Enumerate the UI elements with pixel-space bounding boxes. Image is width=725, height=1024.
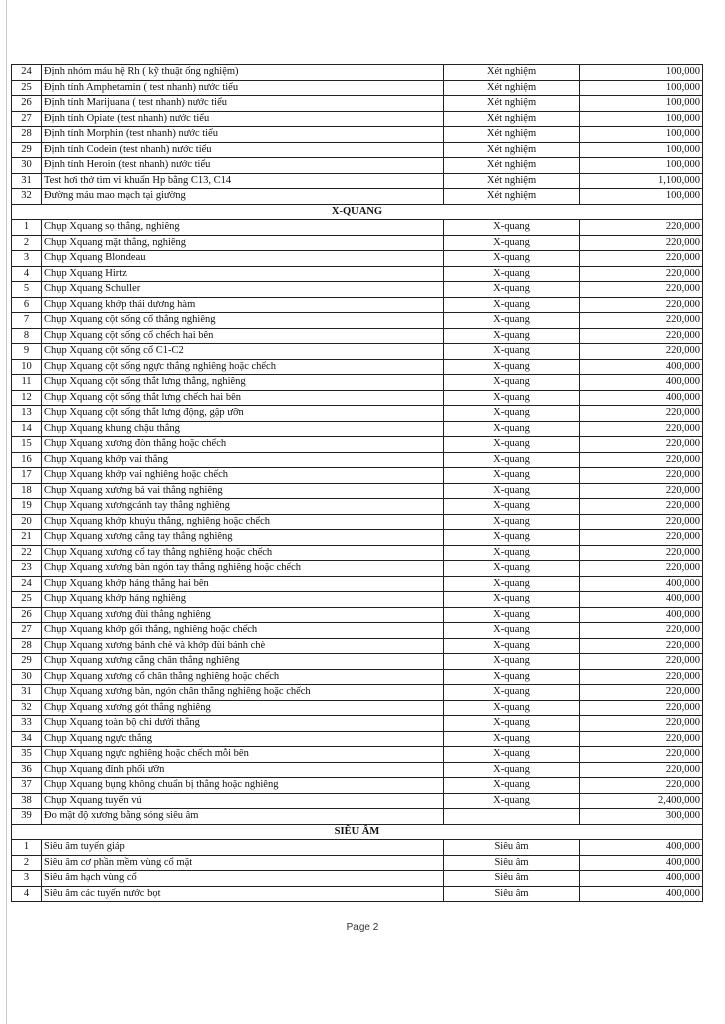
row-number: 30 <box>12 669 42 685</box>
service-name: Chụp Xquang cột sống thắt lưng động, gập ưỡn <box>42 406 444 422</box>
table-row <box>12 607 703 623</box>
service-type: X-quang <box>444 700 580 716</box>
service-price: 220,000 <box>580 437 703 453</box>
service-type: X-quang <box>444 793 580 809</box>
service-price: 220,000 <box>580 545 703 561</box>
row-number: 20 <box>12 514 42 530</box>
service-type: X-quang <box>444 235 580 251</box>
table-row <box>12 871 703 887</box>
table-row <box>12 313 703 329</box>
service-price: 220,000 <box>580 297 703 313</box>
service-price: 220,000 <box>580 235 703 251</box>
service-price: 1,100,000 <box>580 173 703 189</box>
service-type: X-quang <box>444 514 580 530</box>
row-number: 6 <box>12 297 42 313</box>
service-price: 220,000 <box>580 654 703 670</box>
service-type: X-quang <box>444 654 580 670</box>
service-name: Chụp Xquang ngực thẳng <box>42 731 444 747</box>
table-row <box>12 158 703 174</box>
table-row <box>12 297 703 313</box>
service-type: X-quang <box>444 251 580 267</box>
service-name: Chụp Xquang xương cẳng tay thẳng nghiêng <box>42 530 444 546</box>
service-type: X-quang <box>444 297 580 313</box>
row-number: 4 <box>12 886 42 902</box>
row-number: 21 <box>12 530 42 546</box>
service-type: Xét nghiệm <box>444 189 580 205</box>
row-number: 19 <box>12 499 42 515</box>
service-price: 220,000 <box>580 762 703 778</box>
row-number: 31 <box>12 173 42 189</box>
service-price: 400,000 <box>580 359 703 375</box>
service-type: X-quang <box>444 220 580 236</box>
row-number: 8 <box>12 328 42 344</box>
service-type: Xét nghiệm <box>444 80 580 96</box>
service-type: Xét nghiệm <box>444 111 580 127</box>
table-row <box>12 731 703 747</box>
service-price: 220,000 <box>580 638 703 654</box>
service-type: Siêu âm <box>444 840 580 856</box>
service-type: X-quang <box>444 375 580 391</box>
table-row <box>12 530 703 546</box>
service-price: 100,000 <box>580 80 703 96</box>
service-type: X-quang <box>444 762 580 778</box>
table-row <box>12 685 703 701</box>
service-name: Chụp Xquang xương cẳng chân thẳng nghiêng <box>42 654 444 670</box>
service-type: Xét nghiệm <box>444 173 580 189</box>
table-row <box>12 793 703 809</box>
service-name: Chụp Xquang xương cổ tay thẳng nghiêng hoặc chếch <box>42 545 444 561</box>
row-number: 39 <box>12 809 42 825</box>
service-type: Xét nghiệm <box>444 96 580 112</box>
service-type: X-quang <box>444 576 580 592</box>
service-price: 220,000 <box>580 421 703 437</box>
row-number: 27 <box>12 111 42 127</box>
service-name: Chụp Xquang xương bàn ngón tay thẳng nghiêng hoặc chếch <box>42 561 444 577</box>
table-row <box>12 266 703 282</box>
service-name: Chụp Xquang Schuller <box>42 282 444 298</box>
service-type: X-quang <box>444 716 580 732</box>
row-number: 24 <box>12 576 42 592</box>
service-price: 400,000 <box>580 855 703 871</box>
service-name: Chụp Xquang khớp vai thẳng <box>42 452 444 468</box>
service-name: Chụp Xquang sọ thẳng, nghiêng <box>42 220 444 236</box>
row-number: 10 <box>12 359 42 375</box>
service-name: Chụp Xquang xương gót thẳng nghiêng <box>42 700 444 716</box>
table-row <box>12 778 703 794</box>
service-name: Chụp Xquang xương bánh chè và khớp đùi bánh chè <box>42 638 444 654</box>
service-name: Chụp Xquang xươngcánh tay thẳng nghiêng <box>42 499 444 515</box>
service-name: Siêu âm hạch vùng cổ <box>42 871 444 887</box>
service-type: X-quang <box>444 592 580 608</box>
row-number: 12 <box>12 390 42 406</box>
table-row <box>12 173 703 189</box>
row-number: 29 <box>12 654 42 670</box>
service-price: 220,000 <box>580 468 703 484</box>
service-type: X-quang <box>444 483 580 499</box>
row-number: 38 <box>12 793 42 809</box>
table-row <box>12 855 703 871</box>
table-row <box>12 623 703 639</box>
page-number: Page 2 <box>346 922 379 933</box>
table-row <box>12 561 703 577</box>
price-table <box>11 64 703 902</box>
row-number: 32 <box>12 700 42 716</box>
table-row <box>12 421 703 437</box>
service-name: Chụp Xquang tuyến vú <box>42 793 444 809</box>
service-price: 220,000 <box>580 483 703 499</box>
row-number: 28 <box>12 638 42 654</box>
row-number: 2 <box>12 235 42 251</box>
service-name: Đo mật độ xương bằng sóng siêu âm <box>42 809 444 825</box>
table-row <box>12 483 703 499</box>
service-type: Xét nghiệm <box>444 142 580 158</box>
service-price: 100,000 <box>580 96 703 112</box>
service-price: 220,000 <box>580 623 703 639</box>
row-number: 13 <box>12 406 42 422</box>
table-row <box>12 251 703 267</box>
service-name: Chụp Xquang xương đòn thẳng hoặc chếch <box>42 437 444 453</box>
service-price: 400,000 <box>580 390 703 406</box>
service-price: 400,000 <box>580 607 703 623</box>
service-price: 300,000 <box>580 809 703 825</box>
row-number: 32 <box>12 189 42 205</box>
row-number: 11 <box>12 375 42 391</box>
row-number: 5 <box>12 282 42 298</box>
service-name: Chụp Xquang khớp vai nghiêng hoặc chếch <box>42 468 444 484</box>
service-type: Siêu âm <box>444 855 580 871</box>
service-price: 220,000 <box>580 220 703 236</box>
table-row <box>12 235 703 251</box>
service-price: 400,000 <box>580 592 703 608</box>
service-price: 220,000 <box>580 344 703 360</box>
service-type: X-quang <box>444 731 580 747</box>
row-number: 28 <box>12 127 42 143</box>
row-number: 17 <box>12 468 42 484</box>
service-price: 220,000 <box>580 452 703 468</box>
service-name: Chụp Xquang khớp háng nghiêng <box>42 592 444 608</box>
table-row <box>12 344 703 360</box>
service-name: Test hơi thở tìm vi khuẩn Hp bằng C13, C14 <box>42 173 444 189</box>
table-row <box>12 359 703 375</box>
row-number: 37 <box>12 778 42 794</box>
service-name: Chụp Xquang toàn bộ chi dưới thẳng <box>42 716 444 732</box>
service-name: Chụp Xquang mặt thẳng, nghiêng <box>42 235 444 251</box>
service-type: X-quang <box>444 623 580 639</box>
service-type: X-quang <box>444 607 580 623</box>
row-number: 27 <box>12 623 42 639</box>
service-name: Chụp Xquang Blondeau <box>42 251 444 267</box>
service-type: X-quang <box>444 685 580 701</box>
price-table-body <box>12 65 703 902</box>
service-type: Xét nghiệm <box>444 65 580 81</box>
table-row <box>12 592 703 608</box>
table-row <box>12 638 703 654</box>
service-type: X-quang <box>444 778 580 794</box>
section-title: X-QUANG <box>12 204 703 220</box>
row-number: 30 <box>12 158 42 174</box>
service-price: 220,000 <box>580 406 703 422</box>
service-type: X-quang <box>444 545 580 561</box>
service-type: X-quang <box>444 468 580 484</box>
service-name: Chụp Xquang xương bàn, ngón chân thẳng nghiêng hoặc chếch <box>42 685 444 701</box>
row-number: 25 <box>12 592 42 608</box>
service-price: 100,000 <box>580 142 703 158</box>
service-name: Chụp Xquang khung chậu thẳng <box>42 421 444 437</box>
service-type: X-quang <box>444 359 580 375</box>
service-price: 400,000 <box>580 576 703 592</box>
table-row <box>12 700 703 716</box>
row-number: 25 <box>12 80 42 96</box>
service-price: 2,400,000 <box>580 793 703 809</box>
service-price: 100,000 <box>580 111 703 127</box>
row-number: 35 <box>12 747 42 763</box>
service-name: Siêu âm các tuyến nước bọt <box>42 886 444 902</box>
row-number: 29 <box>12 142 42 158</box>
service-price: 220,000 <box>580 328 703 344</box>
service-price: 220,000 <box>580 731 703 747</box>
table-row <box>12 142 703 158</box>
service-type: Xét nghiệm <box>444 127 580 143</box>
row-number: 33 <box>12 716 42 732</box>
row-number: 36 <box>12 762 42 778</box>
table-row <box>12 840 703 856</box>
service-type: X-quang <box>444 499 580 515</box>
table-row <box>12 747 703 763</box>
service-price: 220,000 <box>580 778 703 794</box>
table-row <box>12 452 703 468</box>
service-price: 220,000 <box>580 530 703 546</box>
service-price: 220,000 <box>580 561 703 577</box>
service-price: 400,000 <box>580 886 703 902</box>
service-type: X-quang <box>444 561 580 577</box>
service-price: 220,000 <box>580 282 703 298</box>
service-price: 400,000 <box>580 375 703 391</box>
table-row <box>12 406 703 422</box>
table-row <box>12 282 703 298</box>
service-name: Chụp Xquang cột sống thắt lưng thẳng, nghiêng <box>42 375 444 391</box>
table-row <box>12 545 703 561</box>
service-name: Chụp Xquang xương bả vai thẳng nghiêng <box>42 483 444 499</box>
service-price: 100,000 <box>580 189 703 205</box>
service-name: Định nhóm máu hệ Rh ( kỹ thuật ống nghiệm) <box>42 65 444 81</box>
table-row <box>12 576 703 592</box>
service-price: 220,000 <box>580 251 703 267</box>
row-number: 3 <box>12 251 42 267</box>
service-price: 400,000 <box>580 840 703 856</box>
table-row <box>12 375 703 391</box>
row-number: 3 <box>12 871 42 887</box>
service-name: Chụp Xquang bụng không chuẩn bị thẳng hoặc nghiêng <box>42 778 444 794</box>
row-number: 26 <box>12 96 42 112</box>
service-price: 220,000 <box>580 700 703 716</box>
service-name: Chụp Xquang đỉnh phổi ưỡn <box>42 762 444 778</box>
service-name: Chụp Xquang cột sống cổ thẳng nghiêng <box>42 313 444 329</box>
service-price: 100,000 <box>580 158 703 174</box>
section-header-row <box>12 204 703 220</box>
service-price: 400,000 <box>580 871 703 887</box>
table-row <box>12 654 703 670</box>
row-number: 24 <box>12 65 42 81</box>
table-row <box>12 220 703 236</box>
service-name: Chụp Xquang khớp gối thẳng, nghiêng hoặc chếch <box>42 623 444 639</box>
service-name: Siêu âm tuyến giáp <box>42 840 444 856</box>
table-row <box>12 514 703 530</box>
service-name: Định tính Opiate (test nhanh) nước tiểu <box>42 111 444 127</box>
service-price: 220,000 <box>580 499 703 515</box>
row-number: 4 <box>12 266 42 282</box>
service-price: 220,000 <box>580 313 703 329</box>
page-edge-rule <box>6 0 7 1024</box>
table-row <box>12 328 703 344</box>
table-row <box>12 189 703 205</box>
service-price: 100,000 <box>580 65 703 81</box>
table-row <box>12 96 703 112</box>
service-type <box>444 809 580 825</box>
table-row <box>12 80 703 96</box>
service-type: X-quang <box>444 344 580 360</box>
service-type: X-quang <box>444 452 580 468</box>
row-number: 7 <box>12 313 42 329</box>
service-price: 220,000 <box>580 514 703 530</box>
service-price: 220,000 <box>580 266 703 282</box>
row-number: 2 <box>12 855 42 871</box>
service-name: Chụp Xquang xương cổ chân thẳng nghiêng hoặc chếch <box>42 669 444 685</box>
service-type: X-quang <box>444 669 580 685</box>
service-type: X-quang <box>444 328 580 344</box>
row-number: 23 <box>12 561 42 577</box>
service-name: Định tính Codein (test nhanh) nước tiểu <box>42 142 444 158</box>
service-name: Chụp Xquang cột sống cổ C1-C2 <box>42 344 444 360</box>
table-row <box>12 809 703 825</box>
row-number: 26 <box>12 607 42 623</box>
table-row <box>12 437 703 453</box>
table-row <box>12 127 703 143</box>
service-type: X-quang <box>444 638 580 654</box>
table-row <box>12 762 703 778</box>
table-row <box>12 499 703 515</box>
service-name: Chụp Xquang cột sống thắt lưng chếch hai bên <box>42 390 444 406</box>
service-name: Chụp Xquang xương đùi thẳng nghiêng <box>42 607 444 623</box>
row-number: 22 <box>12 545 42 561</box>
row-number: 15 <box>12 437 42 453</box>
service-price: 220,000 <box>580 685 703 701</box>
service-price: 220,000 <box>580 716 703 732</box>
service-type: Xét nghiệm <box>444 158 580 174</box>
row-number: 16 <box>12 452 42 468</box>
section-title: SIÊU ÂM <box>12 824 703 840</box>
service-type: X-quang <box>444 437 580 453</box>
table-row <box>12 111 703 127</box>
service-name: Siêu âm cơ phần mềm vùng cổ mặt <box>42 855 444 871</box>
service-type: Siêu âm <box>444 886 580 902</box>
service-price: 100,000 <box>580 127 703 143</box>
service-type: X-quang <box>444 530 580 546</box>
service-name: Chụp Xquang khớp háng thẳng hai bên <box>42 576 444 592</box>
service-name: Chụp Xquang cột sống cổ chếch hai bên <box>42 328 444 344</box>
row-number: 34 <box>12 731 42 747</box>
row-number: 1 <box>12 840 42 856</box>
service-type: X-quang <box>444 406 580 422</box>
service-name: Định tính Amphetamin ( test nhanh) nước tiểu <box>42 80 444 96</box>
table-row <box>12 390 703 406</box>
service-type: X-quang <box>444 747 580 763</box>
service-type: X-quang <box>444 266 580 282</box>
service-type: X-quang <box>444 313 580 329</box>
service-type: Siêu âm <box>444 871 580 887</box>
service-type: X-quang <box>444 282 580 298</box>
service-price: 220,000 <box>580 669 703 685</box>
table-row <box>12 886 703 902</box>
service-name: Định tính Marijuana ( test nhanh) nước tiểu <box>42 96 444 112</box>
table-row <box>12 468 703 484</box>
table-row <box>12 716 703 732</box>
service-name: Chụp Xquang Hirtz <box>42 266 444 282</box>
service-name: Định tính Morphin (test nhanh) nước tiểu <box>42 127 444 143</box>
service-type: X-quang <box>444 421 580 437</box>
service-name: Chụp Xquang ngực nghiêng hoặc chếch mỗi bên <box>42 747 444 763</box>
row-number: 18 <box>12 483 42 499</box>
row-number: 31 <box>12 685 42 701</box>
service-name: Chụp Xquang cột sống ngực thẳng nghiêng hoặc chếch <box>42 359 444 375</box>
table-row <box>12 669 703 685</box>
table-row <box>12 65 703 81</box>
service-type: X-quang <box>444 390 580 406</box>
service-name: Định tính Heroin (test nhanh) nước tiểu <box>42 158 444 174</box>
section-header-row <box>12 824 703 840</box>
service-name: Chụp Xquang khớp khuỷu thẳng, nghiêng hoặc chếch <box>42 514 444 530</box>
service-name: Chụp Xquang khớp thái dương hàm <box>42 297 444 313</box>
row-number: 9 <box>12 344 42 360</box>
service-price: 220,000 <box>580 747 703 763</box>
row-number: 1 <box>12 220 42 236</box>
row-number: 14 <box>12 421 42 437</box>
service-name: Đường máu mao mạch tại giường <box>42 189 444 205</box>
